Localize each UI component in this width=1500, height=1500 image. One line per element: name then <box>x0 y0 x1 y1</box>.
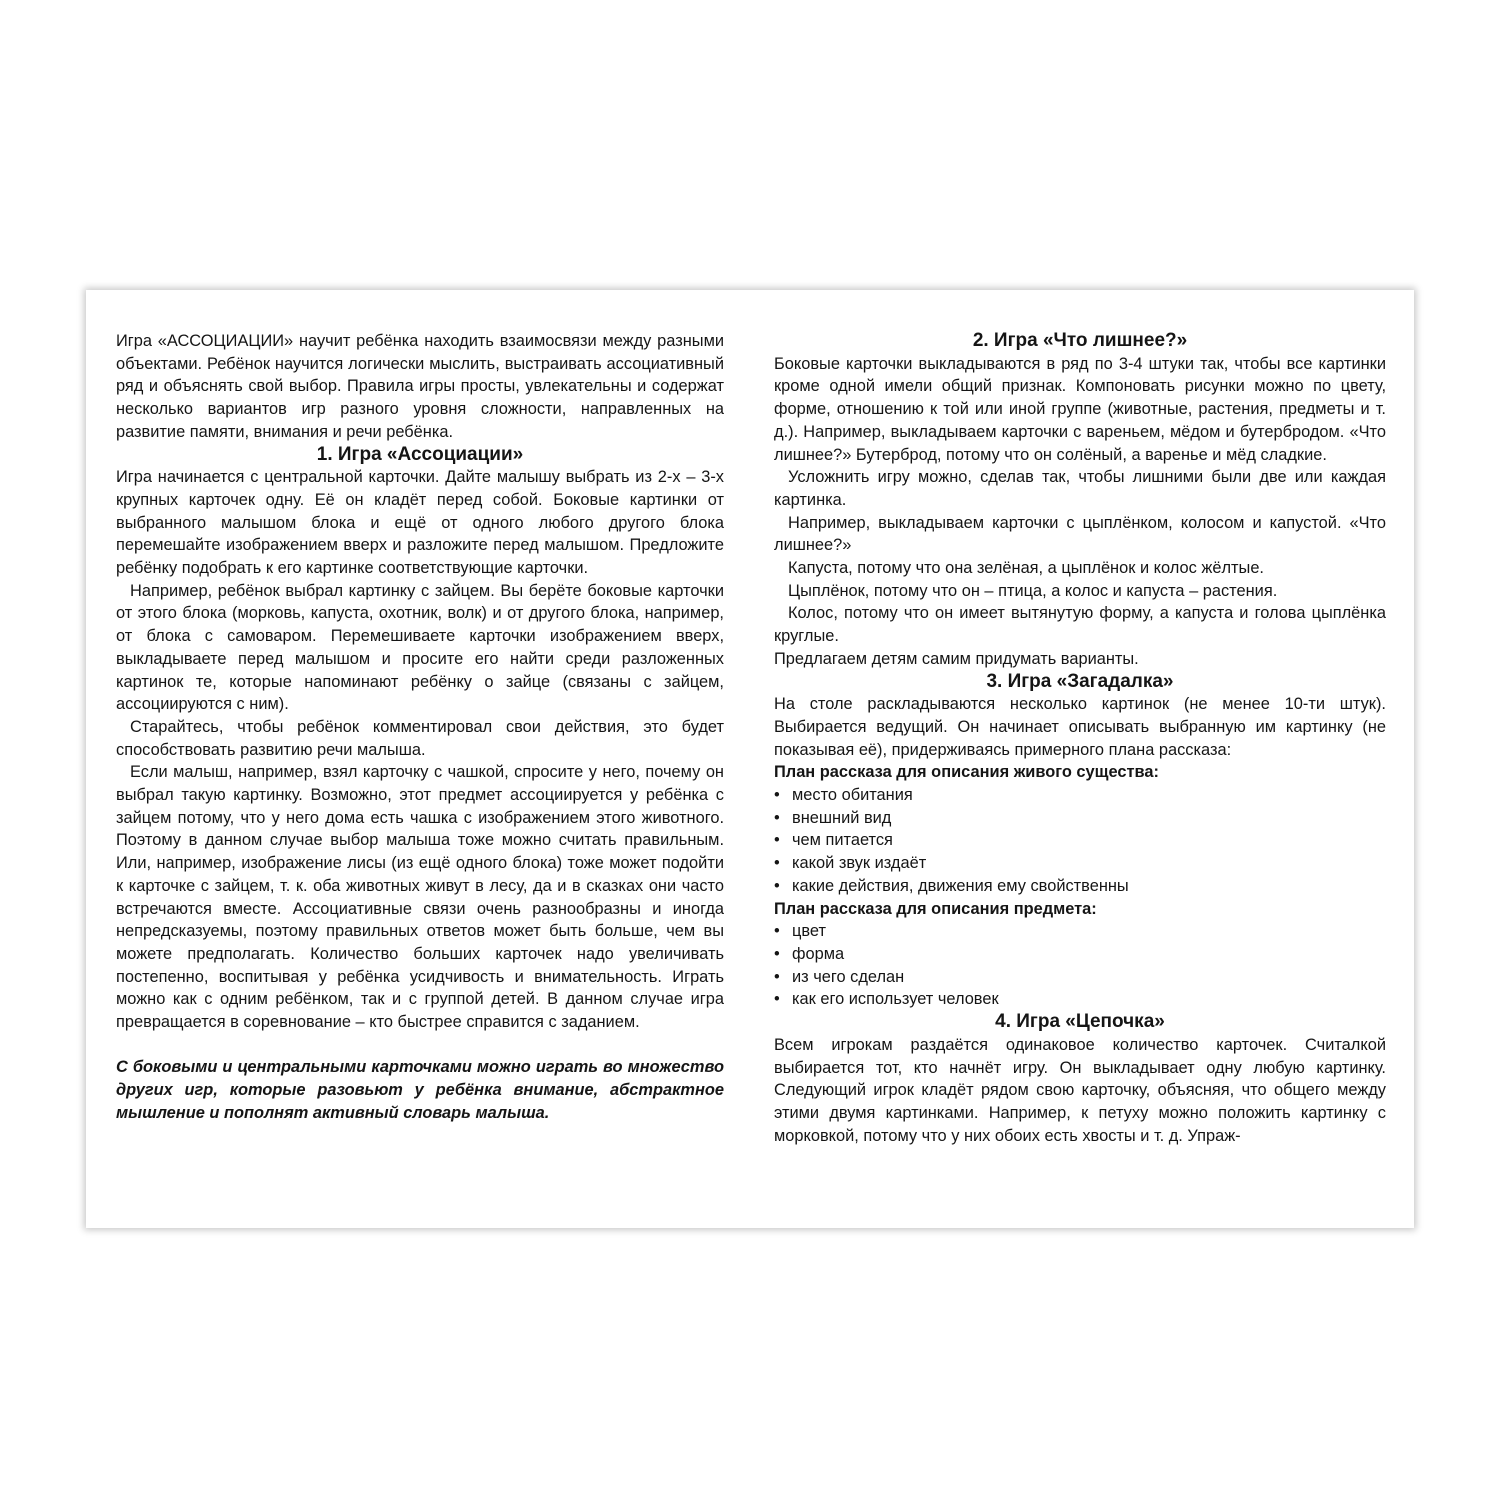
right-column <box>774 330 1386 1147</box>
list-item-text: какой звук издаёт <box>792 854 927 873</box>
bullet-icon: • <box>774 786 780 805</box>
list-item <box>774 807 1386 830</box>
game2-title: 2. Игра «Что лишнее?» <box>972 330 1188 351</box>
game2-paragraph-2: Усложнить игру можно, сделав так, чтобы лишними были две или каждая картинка. <box>774 468 1386 509</box>
bullet-icon: • <box>774 967 780 986</box>
intro-paragraph: Игра «АССОЦИАЦИИ» научит ребёнка находить взаимосвязи между разными объектами. Ребёнок научится логически мыслить, выстраивать ассоциативный ряд и объяснять свой выбор. Правила игры просты, увлекательны и содержат несколько вариантов игр разного уровня сложности, направленных на развитие памяти, внимания и речи ребёнка. <box>116 332 724 441</box>
bullet-icon: • <box>774 990 780 1009</box>
bullet-icon: • <box>774 944 780 963</box>
game1-paragraph-4: Если малыш, например, взял карточку с чашкой, спросите у него, почему он выбрал такую картинку. Возможно, этот предмет ассоциируется у ребёнка с зайцем потому, что у него дома есть чашка с изображением этого животного. Поэтому в данном случае выбор малыша тоже можно считать правильным. Или, например, изображение лисы (из ещё одного блока) тоже может подойти к карточке с зайцем, т. к. оба животных живут в лесу, да и в сказках они часто встречаются вместе. Ассоциативные связи очень разнообразны и иногда непредсказуемы, поэтому правильных ответов может быть больше, чем вы можете предполагать. Количество больших карточек надо увеличивать постепенно, воспитывая у ребёнка усидчивость и внимательность. Играть можно как с одним ребёнком, так и с группой детей. В данном случае игра превращается в соревнование – кто быстрее справится с заданием. <box>116 763 724 1032</box>
plan-living-title: План рассказа для описания живого существа: <box>774 763 1159 782</box>
bullet-icon: • <box>774 831 780 850</box>
list-item-text: цвет <box>792 922 826 941</box>
list-item-text: как его использует человек <box>792 990 999 1009</box>
bullet-icon: • <box>774 876 780 895</box>
bullet-icon: • <box>774 854 780 873</box>
game1-paragraph-1: Игра начинается с центральной карточки. Дайте малышу выбрать из 2-х – 3-х крупных карточек одну. Её он кладёт перед собой. Боковые картинки от выбранного малышом блока и ещё от одного любого другого блока перемешайте изображением вверх и разложите перед малышом. Предложите ребёнку подобрать к его картинке соответствующие карточки. <box>116 468 724 578</box>
game2-paragraph-5: Цыплёнок, потому что он – птица, а колос и капуста – растения. <box>788 581 1278 600</box>
plan-living-list <box>774 784 1386 898</box>
list-item <box>774 829 1386 852</box>
game2-paragraph-7: Предлагаем детям самим придумать варианты. <box>774 649 1139 668</box>
game2-paragraph-1: Боковые карточки выкладываются в ряд по 3-4 штуки так, чтобы все картинки кроме одной имели общий признак. Компоновать рисунки можно по цвету, форме, отношению к той или иной группе (животные, растения, предметы и т. д.). Например, выкладываем карточки с вареньем, мёдом и бутербродом. «Что лишнее?» Бутерброд, потому что он солёный, а варенье и мёд сладкие. <box>774 354 1386 464</box>
list-item-text: чем питается <box>792 831 893 850</box>
game2-paragraph-3: Например, выкладываем карточки с цыплёнком, колосом и капустой. «Что лишнее?» <box>774 513 1386 555</box>
left-column <box>116 330 724 1125</box>
game4-title: 4. Игра «Цепочка» <box>995 1011 1165 1033</box>
list-item <box>774 784 1386 807</box>
plan-object-list <box>774 920 1386 1011</box>
list-item-text: внешний вид <box>792 808 892 827</box>
list-item-text: место обитания <box>792 786 913 805</box>
game3-title: 3. Игра «Загадалка» <box>986 670 1174 692</box>
list-item <box>774 988 1386 1011</box>
list-item <box>774 875 1386 898</box>
list-item-text: из чего сделан <box>792 967 905 986</box>
bullet-icon: • <box>774 808 780 827</box>
list-item <box>774 920 1386 943</box>
game2-paragraph-4: Капуста, потому что она зелёная, а цыплёнок и колос жёлтые. <box>788 559 1264 578</box>
bullet-icon: • <box>774 922 780 941</box>
booklet-page <box>86 290 1414 1228</box>
list-item-text: какие действия, движения ему свойственны <box>792 876 1129 895</box>
closing-note: С боковыми и центральными карточками можно играть во множество других игр, которые разовьют у ребёнка внимание, абстрактное мышление и пополнят активный словарь малыша. <box>116 1058 724 1122</box>
list-item <box>774 966 1386 989</box>
game1-paragraph-3: Старайтесь, чтобы ребёнок комментировал свои действия, это будет способствовать развитию речи малыша. <box>116 717 724 759</box>
list-item-text: форма <box>792 944 845 963</box>
game3-paragraph-1: На столе раскладываются несколько картинок (не менее 10-ти штук). Выбирается ведущий. Он начинает описывать выбранную им картинку (не показывая её), придерживаясь примерного плана рассказа: <box>774 695 1386 759</box>
game1-paragraph-2: Например, ребёнок выбрал картинку с зайцем. Вы берёте боковые карточки от этого блока (морковь, капуста, охотник, волк) и от другого блока, например, от блока с самоваром. Перемешиваете карточки изображением вверх, выкладываете перед малышом и просите его найти среди разложенных картинок те, которые напоминают ребёнку о зайце (связаны с зайцем, ассоциируются с ним). <box>116 581 724 714</box>
list-item <box>774 943 1386 966</box>
game4-paragraph-1: Всем игрокам раздаётся одинаковое количество карточек. Считалкой выбирается тот, кто начнёт игру. Он выкладывает одну любую картинку. Следующий игрок кладёт рядом свою карточку, объясняя, что общего между этими двумя картинками. Например, к петуху можно положить картинку с морковкой, потому что у них обоих есть хвосты и т. д. Упраж- <box>774 1035 1386 1145</box>
list-item <box>774 852 1386 875</box>
plan-object-title: План рассказа для описания предмета: <box>774 899 1097 918</box>
game1-title: 1. Игра «Ассоциации» <box>316 443 524 465</box>
game2-paragraph-6: Колос, потому что он имеет вытянутую форму, а капуста и голова цыплёнка круглые. <box>774 604 1386 646</box>
